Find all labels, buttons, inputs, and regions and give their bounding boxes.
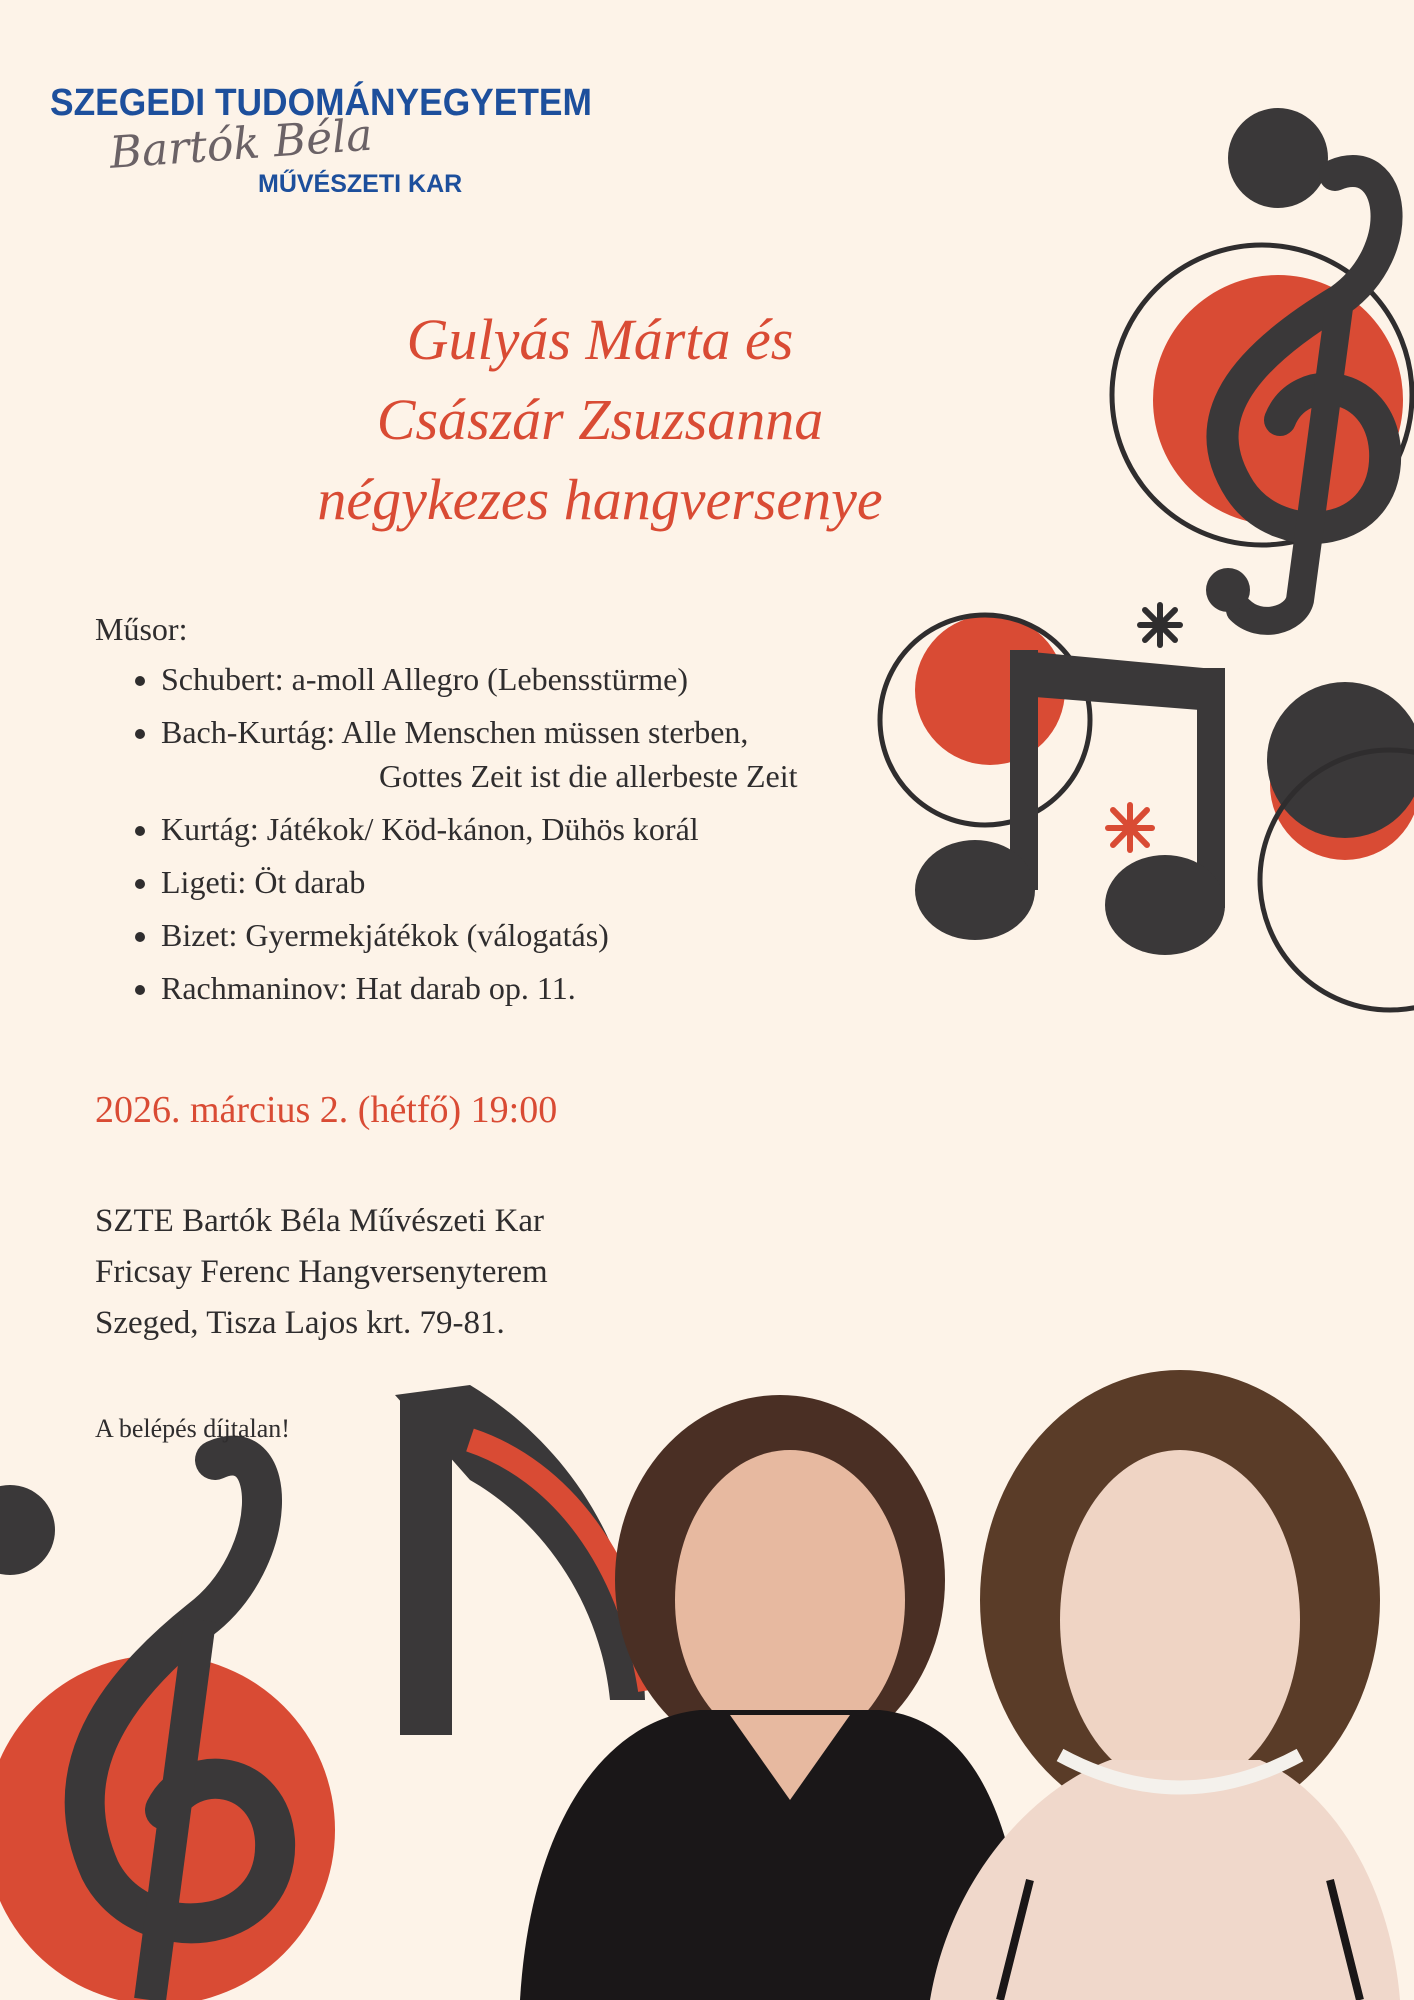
program-item: • Schubert: a-moll Allegro (Lebensstürme) [161,657,798,701]
title-line-1: Gulyás Márta és [406,307,794,372]
program-list [95,657,798,1010]
concert-title [250,300,950,540]
program-item: • Kurtág: Játékok/ Köd-kánon, Dühös korál [161,807,798,851]
portrait-csaszar-zsuzsanna [930,1370,1400,2000]
program-section [95,607,798,1019]
program-item-continuation: Gottes Zeit ist die allerbeste Zeit [379,758,798,794]
title-line-2: Császár Zsuzsanna [376,387,824,452]
red-star-mark-icon [1108,805,1152,850]
beamed-notes-icon [880,615,1225,955]
title-line-3: négykezes hangversenye [317,467,883,532]
faculty-logo-text: MŰVÉSZETI KAR [258,170,463,198]
star-mark-icon [1140,605,1180,645]
venue-block [95,1196,548,1349]
venue-line-2: Fricsay Ferenc Hangversenyterem [95,1254,548,1290]
program-item: • Rachmaninov: Hat darab op. 11. [161,966,798,1010]
treble-clef-top-icon [1112,108,1412,621]
treble-clef-bottom-icon [0,1456,335,2000]
portrait-gulyas-marta [520,1395,1030,2000]
venue-line-3: Szeged, Tisza Lajos krt. 79-81. [95,1305,505,1341]
program-heading: Műsor: [95,611,188,647]
program-item: • Bizet: Gyermekjátékok (válogatás) [161,913,798,957]
venue-line-1: SZTE Bartók Béla Művészeti Kar [95,1203,545,1239]
right-edge-note-icon [1260,682,1414,1010]
concert-date: 2026. március 2. (hétfő) 19:00 [95,1089,558,1131]
free-entry-note: A belépés díjtalan! [95,1414,290,1443]
eighth-note-bottom-icon [395,1385,650,1735]
program-item [161,710,798,798]
university-logo-text: SZEGEDI TUDOMÁNYEGYETEM [50,82,592,124]
logo-script-text: Bartók Béla [108,109,375,179]
program-item-text: Bach-Kurtág: Alle Menschen müssen sterben, [161,714,749,750]
program-item: • Ligeti: Öt darab [161,860,798,904]
